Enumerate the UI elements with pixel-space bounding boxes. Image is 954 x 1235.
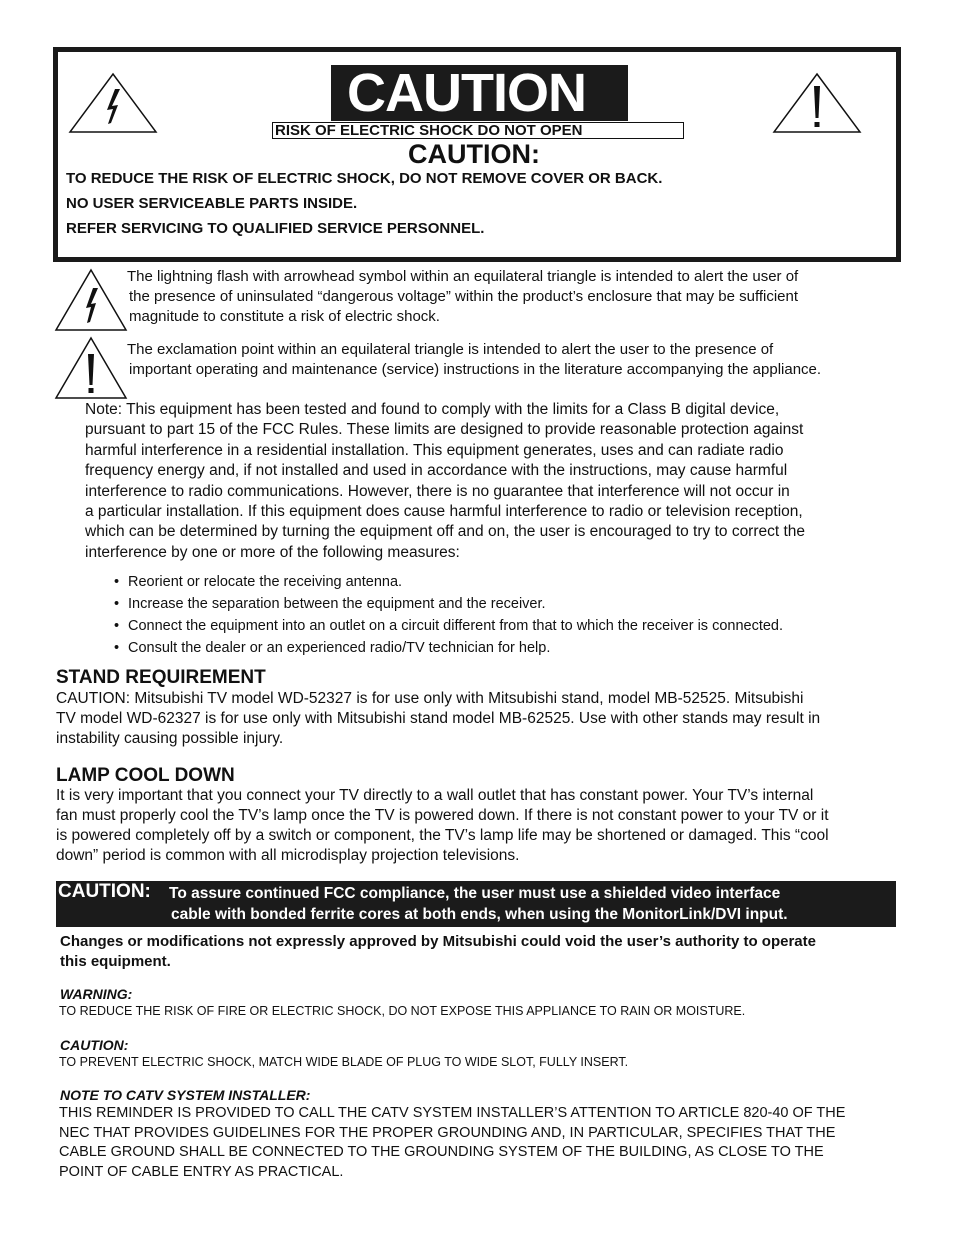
lamp-paragraph (56, 786, 901, 866)
text-line: fan must properly cool the TV’s lamp once the TV is powered down. If there is not constant power to your TV or it (56, 807, 829, 824)
list-item-text: Increase the separation between the equipment and the receiver. (128, 596, 546, 612)
text-line: The exclamation point within an equilateral triangle is intended to alert the user to the presence of (127, 341, 774, 358)
caution-line: REFER SERVICING TO QUALIFIED SERVICE PERSONNEL. (66, 220, 485, 237)
text-line: CAUTION: Mitsubishi TV model WD-52327 is for use only with Mitsubishi stand, model MB-52525. Mitsubishi (56, 690, 804, 707)
list-item (114, 640, 550, 656)
fcc-note (85, 400, 885, 563)
list-item (114, 574, 402, 590)
list-item-text: Connect the equipment into an outlet on a circuit different from that to which the receiver is connected. (128, 618, 784, 634)
caution-line: TO REDUCE THE RISK OF ELECTRIC SHOCK, DO NOT REMOVE COVER OR BACK. (66, 170, 663, 187)
fcc-caution-bar (56, 881, 896, 927)
list-item (114, 618, 783, 634)
text-line: pursuant to part 15 of the FCC Rules. These limits are designed to provide reasonable protection against (85, 421, 804, 439)
shock-warning-strip: RISK OF ELECTRIC SHOCK DO NOT OPEN (272, 122, 684, 139)
text-line: interference to radio communications. However, there is no guarantee that interference will not occur in (85, 482, 790, 500)
plug-caution-heading: CAUTION: (60, 1037, 129, 1053)
text-line: harmful interference in a residential installation. This equipment generates, uses and can radiate radio (85, 441, 784, 459)
text-line: which can be determined by turning the equipment off and on, the user is encouraged to try to correct the (85, 523, 806, 541)
exclamation-description (127, 340, 917, 380)
bullet-icon: • (114, 596, 120, 612)
text-line: frequency energy and, if not installed and used in accordance with the instructions, may cause harmful (85, 462, 788, 480)
caution-line: NO USER SERVICEABLE PARTS INSIDE. (66, 195, 358, 212)
lightning-triangle-icon (54, 268, 128, 332)
bullet-icon: • (114, 618, 120, 634)
text-line: The lightning flash with arrowhead symbol within an equilateral triangle is intended to alert the user of (127, 268, 799, 285)
text-line: the presence of uninsulated “dangerous voltage” within the product’s enclosure that may be sufficient (129, 288, 799, 305)
text-line: Changes or modifications not expressly approved by Mitsubishi could void the user’s authority to operate (60, 933, 816, 950)
warning-heading: WARNING: (60, 986, 133, 1002)
lightning-triangle-icon (68, 72, 158, 134)
text-line: cable with bonded ferrite cores at both ends, when using the MonitorLink/DVI input. (171, 906, 788, 923)
text-line: a particular installation. If this equipment does cause harmful interference to radio or television reception, (85, 503, 803, 521)
text-line: Note: This equipment has been tested and found to comply with the limits for a Class B digital device, (85, 401, 780, 418)
warning-text: TO REDUCE THE RISK OF FIRE OR ELECTRIC SHOCK, DO NOT EXPOSE THIS APPLIANCE TO RAIN OR MOISTURE. (59, 1004, 746, 1018)
fcc-caution-text (169, 883, 889, 925)
stand-paragraph (56, 689, 901, 749)
text-line: interference by one or more of the following measures: (85, 543, 460, 561)
text-line: instability causing possible injury. (56, 730, 284, 747)
bullet-icon: • (114, 640, 120, 656)
caution-subheading: CAUTION: (408, 139, 540, 169)
exclamation-triangle-icon (772, 72, 862, 134)
text-line: important operating and maintenance (service) instructions in the literature accompanying the appliance. (129, 361, 822, 378)
text-line: down” period is common with all microdisplay projection televisions. (56, 847, 520, 864)
stand-heading: STAND REQUIREMENT (56, 667, 266, 688)
bullet-icon: • (114, 574, 120, 590)
text-line: NEC THAT PROVIDES GUIDELINES FOR THE PROPER GROUNDING AND, IN PARTICULAR, SPECIFIES THAT THE (59, 1124, 836, 1141)
catv-heading: NOTE TO CATV SYSTEM INSTALLER: (60, 1087, 311, 1103)
text-line: THIS REMINDER IS PROVIDED TO CALL THE CATV SYSTEM INSTALLER’S ATTENTION TO ARTICLE 820-40 OF THE (59, 1105, 846, 1121)
exclamation-triangle-icon (54, 336, 128, 400)
fcc-caution-label: CAUTION: (58, 881, 151, 902)
text-line: TV model WD-62327 is for use only with Mitsubishi stand model MB-62525. Use with other stands may result in (56, 710, 821, 727)
text-line: magnitude to constitute a risk of electric shock. (129, 308, 440, 325)
text-line: CABLE GROUND SHALL BE CONNECTED TO THE GROUNDING SYSTEM OF THE BUILDING, AS CLOSE TO THE (59, 1144, 824, 1160)
text-line: It is very important that you connect your TV directly to a wall outlet that has constant power. Your TV’s internal (56, 787, 814, 804)
plug-caution-text: TO PREVENT ELECTRIC SHOCK, MATCH WIDE BLADE OF PLUG TO WIDE SLOT, FULLY INSERT. (59, 1055, 629, 1069)
list-item (114, 596, 546, 612)
text-line: To assure continued FCC compliance, the user must use a shielded video interface (169, 885, 781, 902)
changes-notice (60, 932, 905, 972)
lamp-heading: LAMP COOL DOWN (56, 765, 235, 786)
text-line: is powered completely off by a switch or component, the TV’s lamp life may be shortened or damaged. This “cool (56, 827, 829, 844)
list-item-text: Consult the dealer or an experienced radio/TV technician for help. (128, 640, 551, 656)
text-line: this equipment. (60, 953, 171, 970)
text-line: POINT OF CABLE ENTRY AS PRACTICAL. (59, 1163, 344, 1180)
caution-banner: CAUTION (331, 65, 628, 121)
list-item-text: Reorient or relocate the receiving antenna. (128, 574, 403, 590)
catv-paragraph (59, 1104, 904, 1182)
lightning-description (127, 267, 907, 327)
